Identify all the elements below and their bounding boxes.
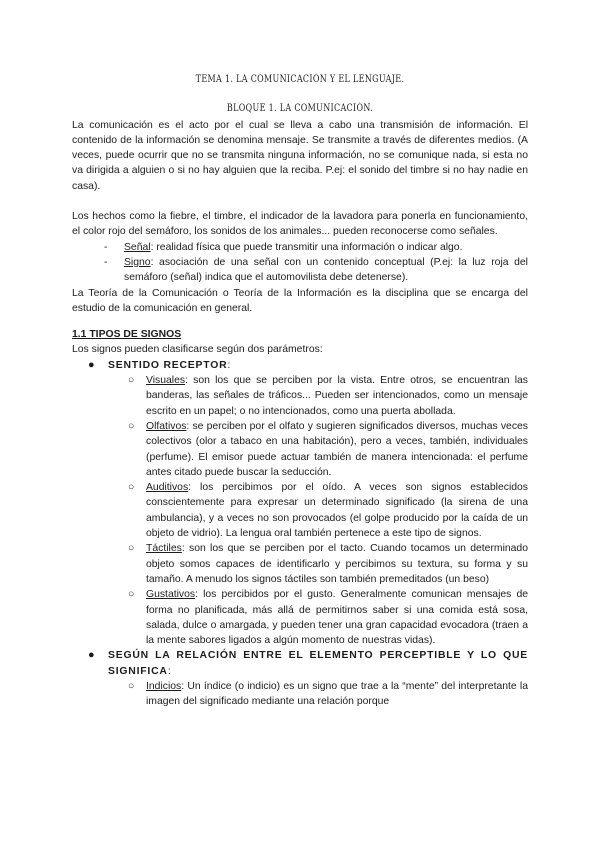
definition-item — [104, 255, 528, 286]
circle-bullet-icon: ○ — [128, 375, 135, 387]
teoria-paragraph: La Teoría de la Comunicación o Teoría de la Información es la disciplina que se encarga del estudio de la comunicación en general. — [72, 287, 528, 314]
definition-term: Señal — [124, 241, 151, 253]
dash-marker: - — [104, 256, 108, 268]
sign-type-text: : Un índice (o indicio) es un signo que trae a la “mente” del interpretante la imagen del significado mediante una relación porque — [146, 680, 528, 708]
definition-text: : asociación de una señal con un contenido conceptual (P.ej: la luz roja del semáforo (señal) indica que el automovilista debe detenerse). — [124, 256, 528, 284]
sign-type-term: Olfativos — [146, 420, 187, 432]
section-heading: 1.1 TIPOS DE SIGNOS — [72, 329, 182, 341]
definitions-list — [72, 240, 528, 286]
bullet-icon: ● — [88, 358, 95, 371]
criterion-item — [88, 358, 528, 649]
sign-type-text: : los percibimos por el oído. A veces son signos establecidos conscientemente para expresar un determinado significado (la sirena de una ambulancia), y a veces no son provocados (el golpe producido por la caída de un objeto de vidrio). La lengua oral también pertenece a este tipo de signos. — [146, 482, 528, 540]
hechos-paragraph: Los hechos como la fiebre, el timbre, el indicador de la lavadora para ponerla en funcionamiento, el color rojo del semáforo, los sonidos de los animales... pueden reconocerse como señales. — [72, 211, 528, 238]
definition-item — [104, 240, 528, 255]
sign-type-term: Indicios — [146, 680, 182, 692]
sign-type-item — [128, 587, 528, 648]
sign-type-text: : son los que se perciben por la vista. Entre otros, se encuentran las banderas, las señales de tráficos... Pueden ser intencionados, como un mensaje escrito en un papel; o no intencionados, como una puerta abollada. — [146, 375, 528, 417]
circle-bullet-icon: ○ — [128, 543, 135, 555]
sign-type-item — [128, 541, 528, 587]
criteria-list — [72, 358, 528, 710]
definition-text: : realidad física que puede transmitir una información o indicar algo. — [150, 241, 463, 253]
sign-type-term: Gustativos — [146, 589, 196, 601]
sign-type-list — [108, 679, 528, 710]
bullet-icon: ● — [88, 649, 95, 662]
definition-term: Signo — [124, 256, 151, 268]
dash-marker: - — [104, 241, 108, 253]
circle-bullet-icon: ○ — [128, 680, 135, 692]
document-title: TEMA 1. LA COMUNICACIÓN Y EL LENGUAJE. — [195, 74, 405, 85]
criterion-item — [88, 648, 528, 709]
circle-bullet-icon: ○ — [128, 420, 135, 432]
sign-type-term: Visuales — [146, 375, 186, 387]
sign-type-text: : los percibidos por el gusto. Generalmente comunican mensajes de forma no planificada, más allá de permitirnos saber si una comida está sosa, salada, dulce o amargada, y pueden tener una gran capacidad evocadora (traen a la mente sabores ligados a algún momento de nuestras vidas). — [146, 589, 528, 647]
sign-type-term: Auditivos — [146, 482, 189, 494]
circle-bullet-icon: ○ — [128, 589, 135, 601]
sign-type-list — [108, 373, 528, 648]
sign-type-item — [128, 373, 528, 419]
sign-type-text: : se perciben por el olfato y sugieren significados diversos, muchas veces colectivos (olor a tabaco en una habitación), pero a veces, también, individuales (perfume). El emisor puede actuar también de manera intencionada: el perfume antes citado puede buscar la seducción. — [146, 420, 528, 478]
circle-bullet-icon: ○ — [128, 482, 135, 494]
criterion-heading: SENTIDO RECEPTOR: — [108, 359, 232, 371]
sign-type-item — [128, 679, 528, 710]
sign-type-item — [128, 419, 528, 480]
sign-type-text: : son los que se perciben por el tacto. Cuando tocamos un determinado objeto somos capaces de identificarlo y percibimos su textura, su forma y su tamaño. A menudo los signos táctiles son también premeditados (un beso) — [146, 543, 528, 585]
sign-type-item — [128, 480, 528, 541]
sign-type-term: Táctiles — [146, 543, 182, 555]
block-subtitle: BLOQUE 1. LA COMUNICACIÓN. — [226, 103, 374, 115]
intro-paragraph: La comunicación es el acto por el cual se lleva a cabo una transmisión de información. El contenido de la información se denomina mensaje. Se transmite a través de diferentes medios. (A veces, puede ocurrir que no se transmita ninguna información, no se comunique nada, si esta no va dirigida a alguien o si no hay alguien que la reciba. P.ej: el sonido del timbre si no hay nadie en casa). — [72, 119, 528, 192]
criterion-heading: SEGÚN LA RELACIÓN ENTRE EL ELEMENTO PERCEPTIBLE Y LO QUE SIGNIFICA: — [108, 650, 528, 677]
section-intro: Los signos pueden clasificarse según dos parámetros: — [72, 344, 323, 356]
